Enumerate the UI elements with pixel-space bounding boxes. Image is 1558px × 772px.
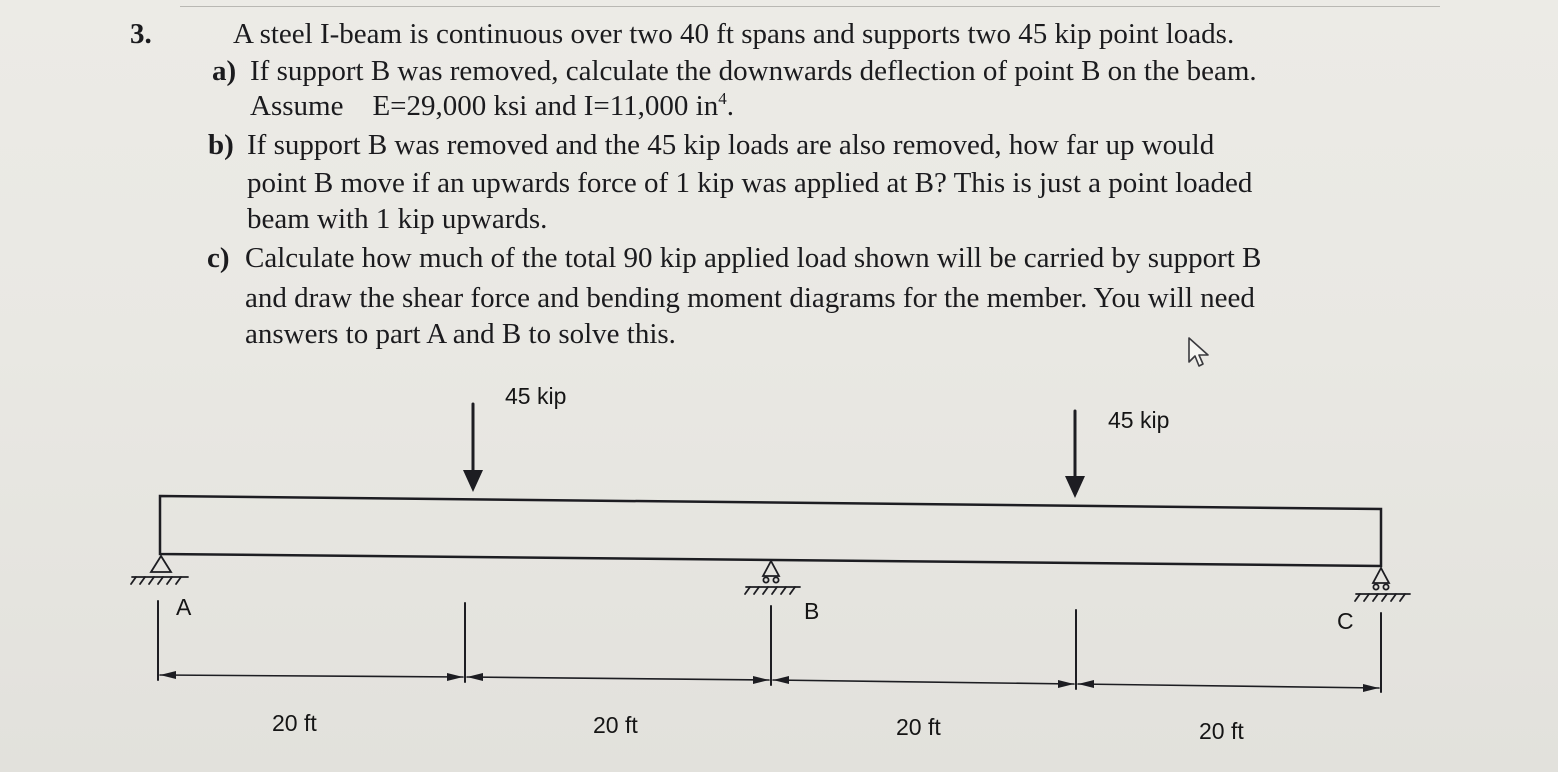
load-arrow-1 (463, 404, 483, 492)
part-a-suffix: . (726, 90, 734, 122)
dim-line-3 (773, 676, 1074, 688)
dim-label-3: 20 ft (896, 714, 941, 740)
load-label-1: 45 kip (505, 383, 567, 409)
support-label-a: A (176, 594, 192, 620)
support-label-c: C (1337, 608, 1354, 634)
problem-intro: A steel I-beam is continuous over two 40 ft spans and supports two 45 kip point loads. (233, 18, 1235, 50)
part-b-line-1: If support B was removed and the 45 kip loads are also removed, how far up would (247, 129, 1215, 161)
part-c-line-2: and draw the shear force and bending moment diagrams for the member. You will need (245, 282, 1255, 314)
dim-label-1: 20 ft (272, 710, 317, 736)
support-a (131, 556, 188, 584)
part-a-superscript: 4 (718, 89, 727, 108)
part-b-marker: b) (208, 129, 234, 161)
load-arrow-2 (1065, 411, 1085, 498)
support-label-b: B (804, 598, 820, 624)
load-label-2: 45 kip (1108, 407, 1170, 433)
dim-line-4 (1078, 680, 1379, 692)
problem-number: 3. (130, 18, 152, 50)
dim-line-2 (467, 673, 769, 684)
beam (160, 496, 1381, 566)
part-c-marker: c) (207, 242, 230, 274)
support-c (1355, 568, 1410, 601)
part-a-line-2-text: Assume E=29,000 ksi and I=11,000 in (250, 90, 719, 122)
dim-label-2: 20 ft (593, 712, 638, 738)
part-c-line-1: Calculate how much of the total 90 kip applied load shown will be carried by support B (245, 242, 1262, 274)
dim-line-1 (160, 671, 463, 681)
part-c-line-3: answers to part A and B to solve this. (245, 318, 676, 350)
part-a-line-1: If support B was removed, calculate the downwards deflection of point B on the beam. (250, 55, 1257, 87)
mouse-pointer-icon (1187, 336, 1213, 372)
part-b-line-3: beam with 1 kip upwards. (247, 203, 548, 235)
part-b-line-2: point B move if an upwards force of 1 kip was applied at B? This is just a point loaded (247, 167, 1253, 199)
part-a-marker: a) (212, 55, 237, 87)
dim-label-4: 20 ft (1199, 718, 1244, 744)
support-b (745, 561, 800, 594)
